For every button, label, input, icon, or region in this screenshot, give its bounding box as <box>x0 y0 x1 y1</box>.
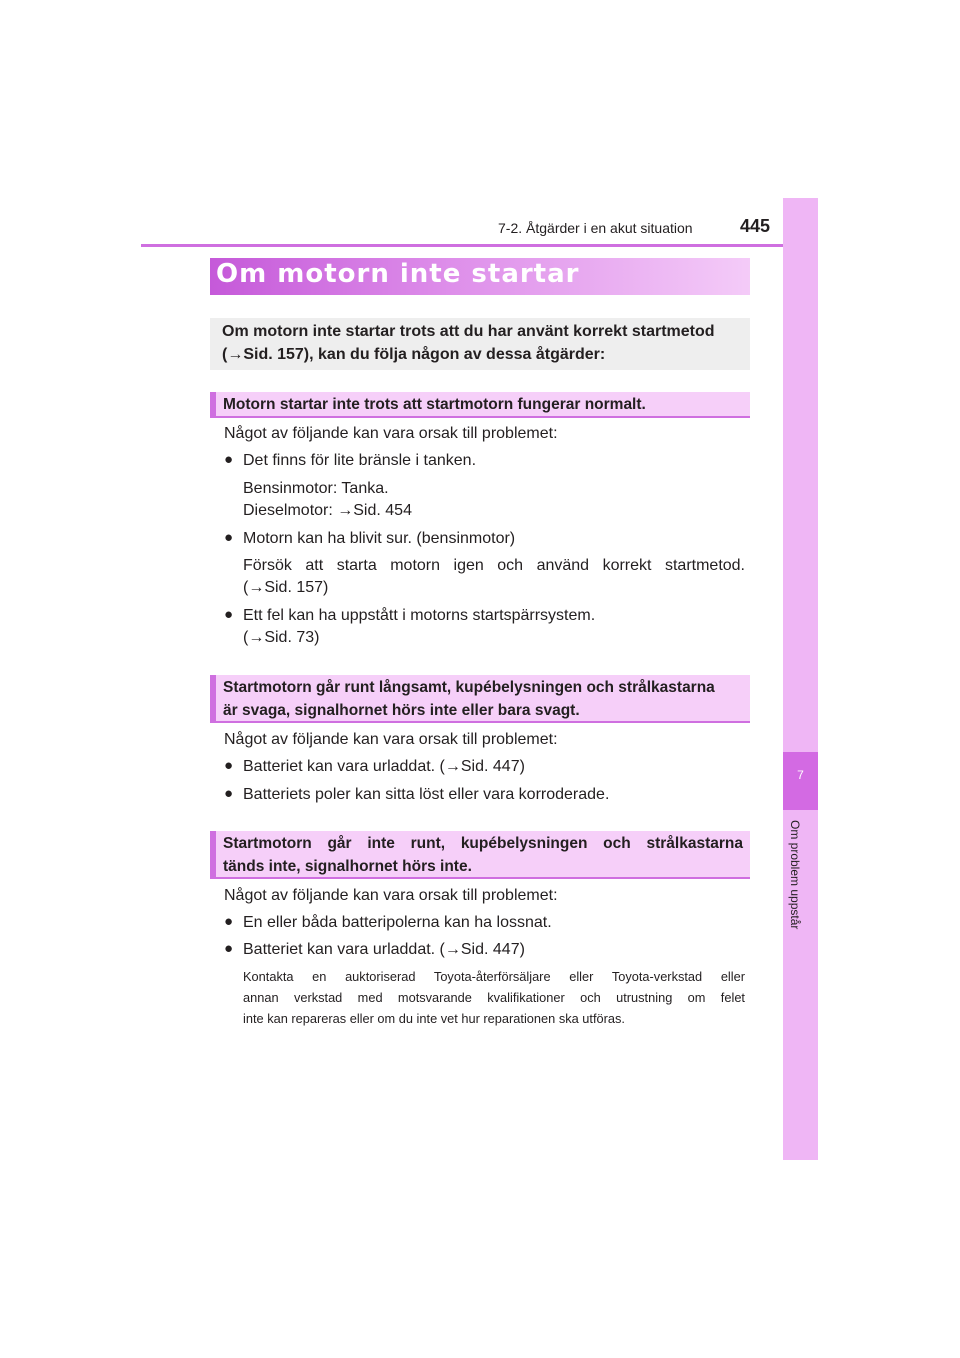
bullet-icon: ● <box>224 451 234 468</box>
section-1-item-1-sub-2: Dieselmotor: →Sid. 454 <box>243 502 412 519</box>
bullet-icon: ● <box>224 785 234 802</box>
page-number: 445 <box>740 216 771 236</box>
header-rule <box>141 244 818 247</box>
section-2-item-1: Batteriet kan vara urladdat. (→Sid. 447) <box>243 758 525 775</box>
service-note <box>243 966 745 1029</box>
section-3-item-1: En eller båda batteripolerna kan ha lossnat. <box>243 914 552 931</box>
section-1-item-1: Det finns för lite bränsle i tanken. <box>243 452 477 469</box>
section-1-item-2-sub-1: Försök att starta motorn igen och använd korrekt startmetod. <box>243 557 745 574</box>
section-2-item-2: Batteriets poler kan sitta löst eller vara korroderade. <box>243 786 610 803</box>
intro-text <box>222 320 742 366</box>
section-heading-2 <box>223 676 743 722</box>
service-note-line-2: annan verkstad med motsvarande kvalifikationer och utrustning om felet <box>243 990 745 1005</box>
intro-line-1: Om motorn inte startar trots att du har använt korrekt startmetod <box>222 323 715 340</box>
bullet-icon: ● <box>224 940 234 957</box>
section-3-lead: Något av följande kan vara orsak till problemet: <box>224 887 558 904</box>
section-1-item-3: Ett fel kan ha uppstått i motorns startspärrsystem. <box>243 607 596 624</box>
service-note-line-3: inte kan repareras eller om du inte vet hur reparationen ska utföras. <box>243 1011 625 1026</box>
section-heading-3-line-1: Startmotorn går inte runt, kupébelysningen och strålkastarna <box>223 835 743 852</box>
section-1-item-2-sub-2: (→Sid. 157) <box>243 579 329 596</box>
section-heading-2-line-2: är svaga, signalhornet hörs inte eller bara svagt. <box>223 702 580 719</box>
section-3-item-2: Batteriet kan vara urladdat. (→Sid. 447) <box>243 941 525 958</box>
bullet-icon: ● <box>224 529 234 546</box>
bullet-icon: ● <box>224 606 234 623</box>
section-heading-2-line-1: Startmotorn går runt långsamt, kupébelysningen och strålkastarna <box>223 679 715 696</box>
section-1-lead: Något av följande kan vara orsak till problemet: <box>224 425 558 442</box>
section-heading-1: Motorn startar inte trots att startmotorn fungerar normalt. <box>223 396 646 413</box>
service-note-line-1: Kontakta en auktoriserad Toyota-återförsäljare eller Toyota-verkstad eller <box>243 969 745 984</box>
intro-line-2: (→Sid. 157), kan du följa någon av dessa åtgärder: <box>222 346 606 363</box>
bullet-icon: ● <box>224 757 234 774</box>
section-heading-3 <box>223 832 743 878</box>
page-title: Om motorn inte startar <box>216 259 580 289</box>
running-header-section: 7-2. Åtgärder i en akut situation <box>498 220 693 236</box>
chapter-label: Om problem uppstår <box>788 820 802 930</box>
section-heading-3-line-2: tänds inte, signalhornet hörs inte. <box>223 858 472 875</box>
bullet-icon: ● <box>224 913 234 930</box>
section-1-item-1-sub-1: Bensinmotor: Tanka. <box>243 480 389 497</box>
section-2-lead: Något av följande kan vara orsak till problemet: <box>224 731 558 748</box>
section-1-item-2: Motorn kan ha blivit sur. (bensinmotor) <box>243 530 516 547</box>
chapter-number: 7 <box>797 768 804 782</box>
section-1-item-3-sub-1: (→Sid. 73) <box>243 629 320 646</box>
chapter-side-tab <box>783 198 818 1160</box>
